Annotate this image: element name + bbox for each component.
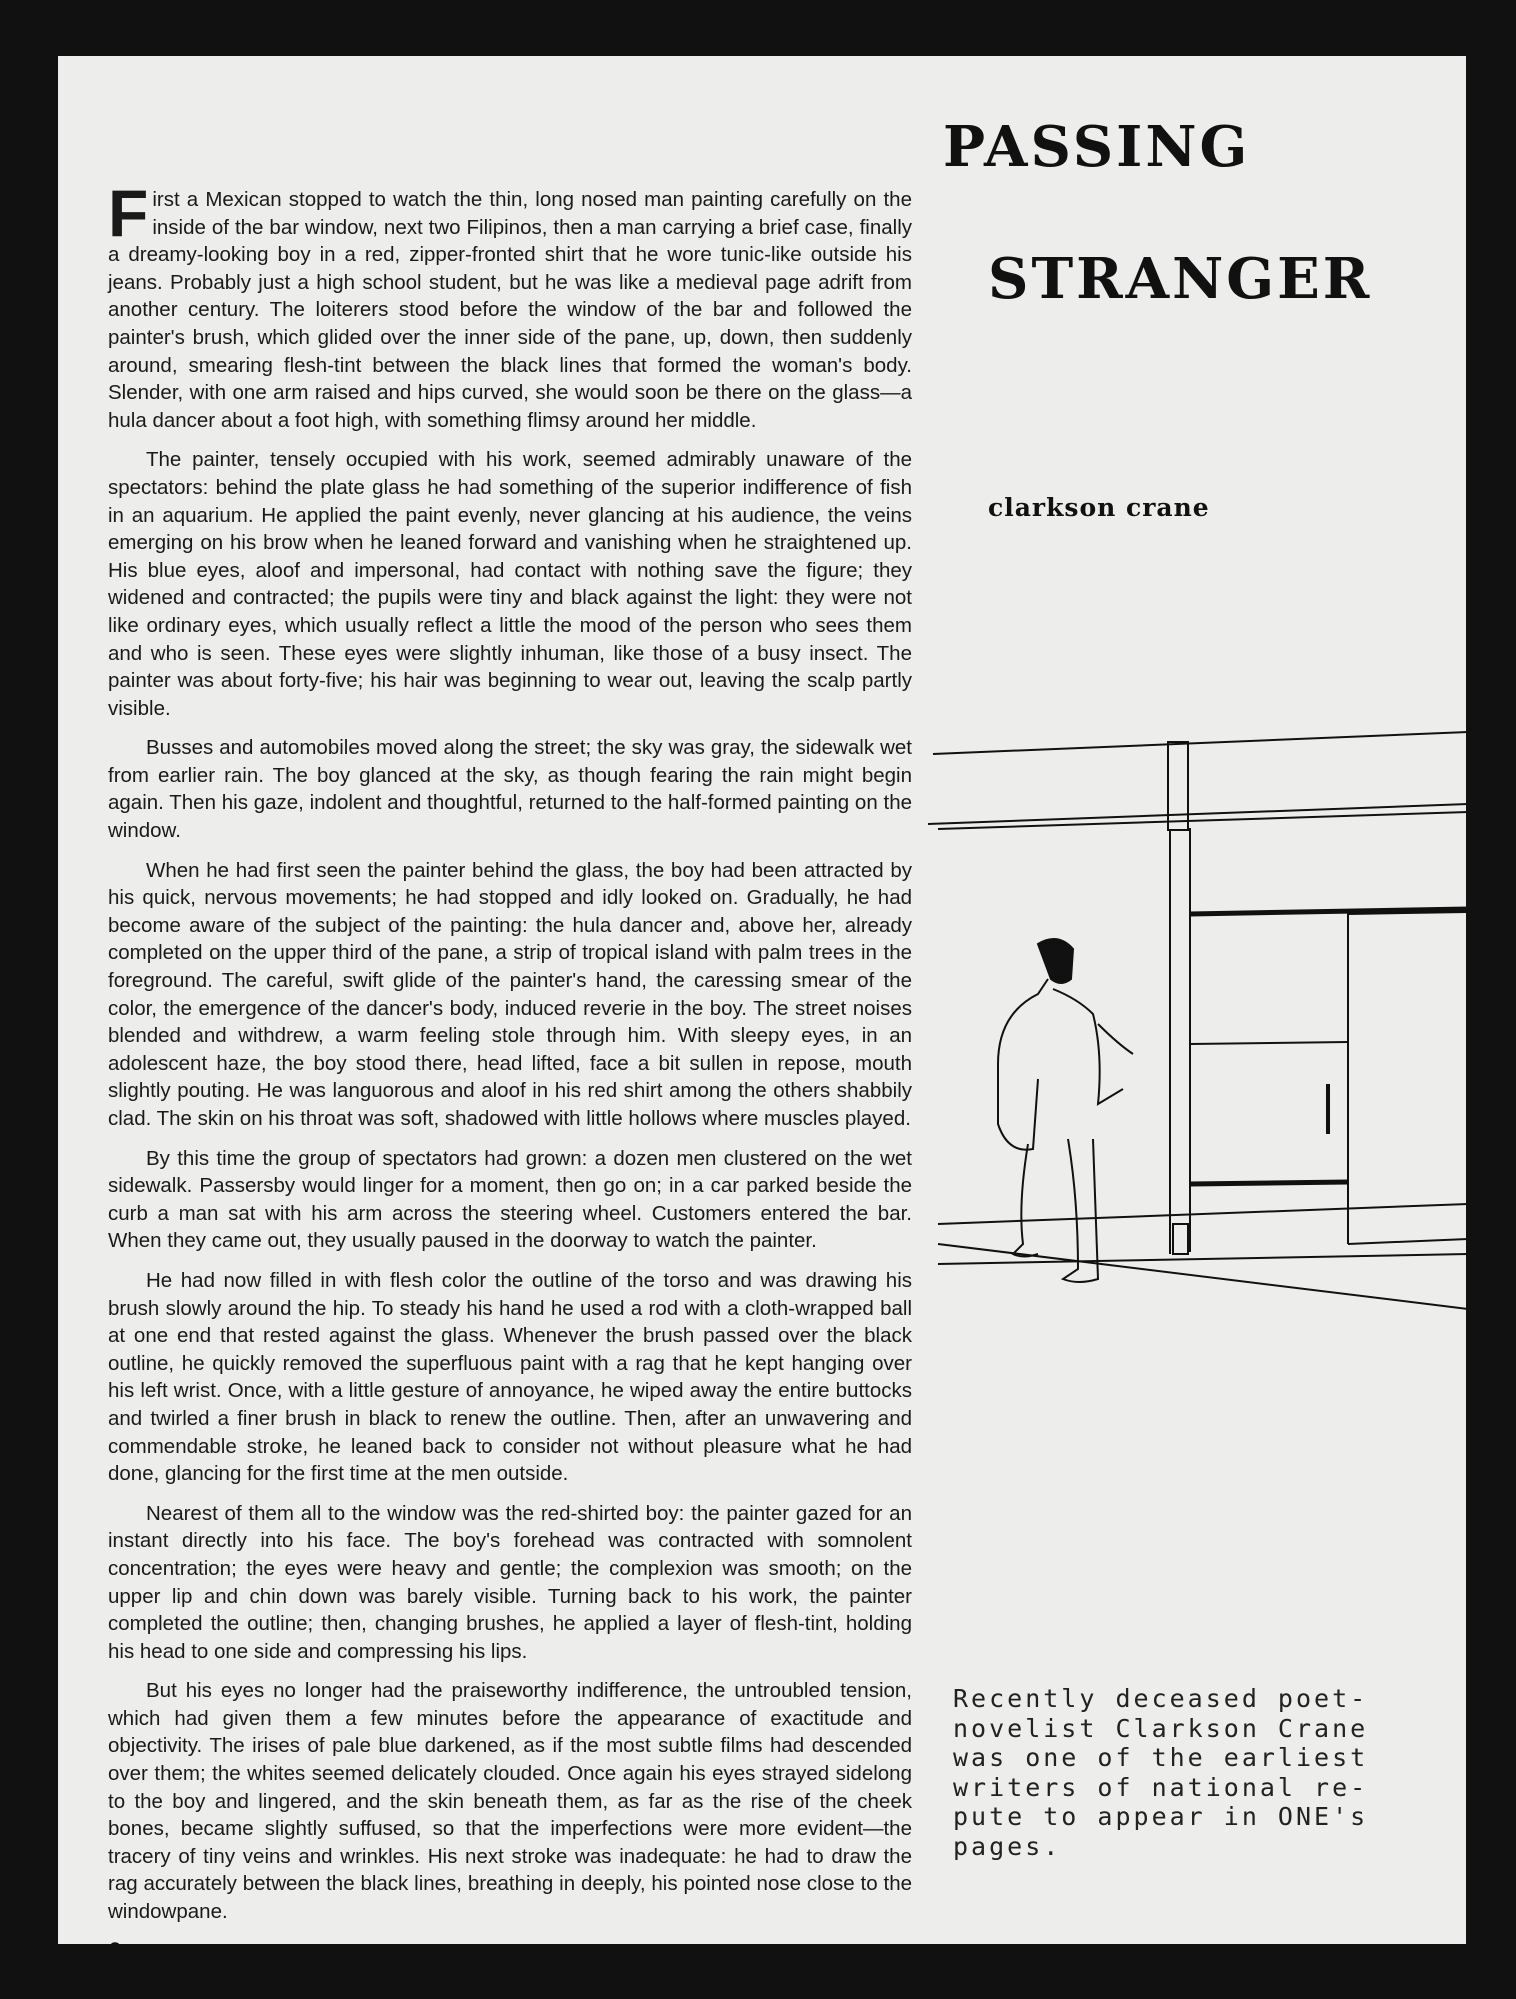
paragraph-6: He had now filled in with flesh color the outline of the torso and was drawing his brush slowly around the hip. To steady his hand he used a rod with a cloth-wrapped ball at one end that rested against the glass. Whenever the brush passed over the black outline, he quickly removed the superfluous paint with a rag that he kept hanging over his left wrist. Once, with a little gesture of annoyance, he wiped away the entire buttocks and twirled a finer brush in black to renew the outline. Then, after an unwavering and commendable stroke, he leaned back to consider not without pleasure what he had done, glancing for the first time at the men outside. xyxy=(108,1268,912,1486)
author-byline: clarkson crane xyxy=(988,493,1210,522)
page-number: 6 xyxy=(108,1937,122,1965)
paragraph-1-text: irst a Mexican stopped to watch the thin, long nosed man painting carefully on the inside of the bar window, next two Filipinos, then a man carrying a brief case, finally a dreamy-looking boy in a red, zipper-fronted shirt that he wore tunic-like outside his jeans. Probably just a high school student, but he was like a medieval page adrift from another century. The loiterers stood before the window of the bar and followed the painter's brush, which glided over the inner side of the pane, up, down, then suddenly around, smearing flesh-tint between the black lines that formed the woman's body. Slender, with one arm raised and hips curved, she would soon be there on the glass—a hula dancer about a foot high, with something flimsy around her middle. xyxy=(108,188,912,432)
paragraph-8: But his eyes no longer had the praiseworthy indifference, the untroubled tension, which had given them a few minutes before the appearance of exactitude and objectivity. The irises of pale blue darkened, as if the most subtle films had descended over them; the whites seemed delicately clouded. Once again his eyes strayed sidelong to the boy and lingered, and the skin beneath them, as far as the rise of the cheek bones, became slightly suffused, so that the imperfections were more evident—the tracery of tiny veins and wrinkles. His next stroke was inadequate: he had to draw the rag accurately between the black lines, breathing in deeply, his pointed nose close to the windowpane. xyxy=(108,1679,912,1924)
paragraph-2: The painter, tensely occupied with his work, seemed admirably unaware of the spectators: behind the plate glass he had something of the superior indifference of fish in an aquarium. He applied the paint evenly, never glancing at his audience, the veins emerging on his brow when he leaned forward and vanishing when he straightened up. His blue eyes, aloof and impersonal, had contact with nothing save the figure; they widened and contracted; the pupils were tiny and black against the light: they were not like ordinary eyes, which usually reflect a little the mood of the person who sees them and who is seen. These eyes were slightly inhuman, like those of a busy insect. The painter was about forty-five; his hair was beginning to wear out, leaving the scalp partly visible. xyxy=(108,448,912,720)
title-line-1: PASSING xyxy=(943,114,1251,180)
paragraph-4: When he had first seen the painter behind the glass, the boy had been attracted by his quick, nervous movements; he had stopped and idly looked on. Gradually, he had become aware of the subject of the painting: the hula dancer and, above her, already completed on the upper third of the pane, a strip of tropical island with palm trees in the foreground. The careful, swift glide of the painter's hand, the caressing smear of the color, the emergence of the dancer's body, induced reverie in the boy. The street noises blended and withdrew, a warm feeling stole through him. With sleepy eyes, in an adolescent haze, the boy stood there, head lifted, face a bit sullen in repose, mouth slightly pouting. He was languorous and aloof in his red shirt among the others shabbily clad. The skin on his throat was soft, shadowed with little hollows where muscles played. xyxy=(108,858,912,1130)
paragraph-1 xyxy=(108,176,912,434)
magazine-page xyxy=(58,56,1466,1965)
story-column xyxy=(108,176,912,1966)
title-line-2: STRANGER xyxy=(988,246,1373,312)
illustration-boy-at-window xyxy=(928,724,1468,1344)
paragraph-5: By this time the group of spectators had grown: a dozen men clustered on the wet sidewalk. Passersby would linger for a moment, then go on; in a car parked beside the curb a man sat with his arm across the steering wheel. Customers entered the bar. When they came out, they usually paused in the doorway to watch the painter. xyxy=(108,1146,912,1253)
author-note-caption: Recently deceased poet- novelist Clarkson Crane was one of the earliest writers of national re- pute to appear in ONE's pages. xyxy=(953,1684,1369,1861)
paragraph-7: Nearest of them all to the window was the red-shirted boy: the painter gazed for an instant directly into his face. The boy's forehead was contracted with somnolent concentration; the eyes were heavy and gentle; the complexion was smooth; on the upper lip and chin down was barely visible. Turning back to his work, the painter completed the outline; then, changing brushes, he applied a layer of flesh-tint, holding his head to one side and compressing his lips. xyxy=(108,1501,912,1663)
drop-cap: F xyxy=(108,176,149,250)
paragraph-3: Busses and automobiles moved along the street; the sky was gray, the sidewalk wet from earlier rain. The boy glanced at the sky, as though fearing the rain might begin again. Then his gaze, indolent and thoughtful, returned to the half-formed painting on the window. xyxy=(108,736,912,843)
